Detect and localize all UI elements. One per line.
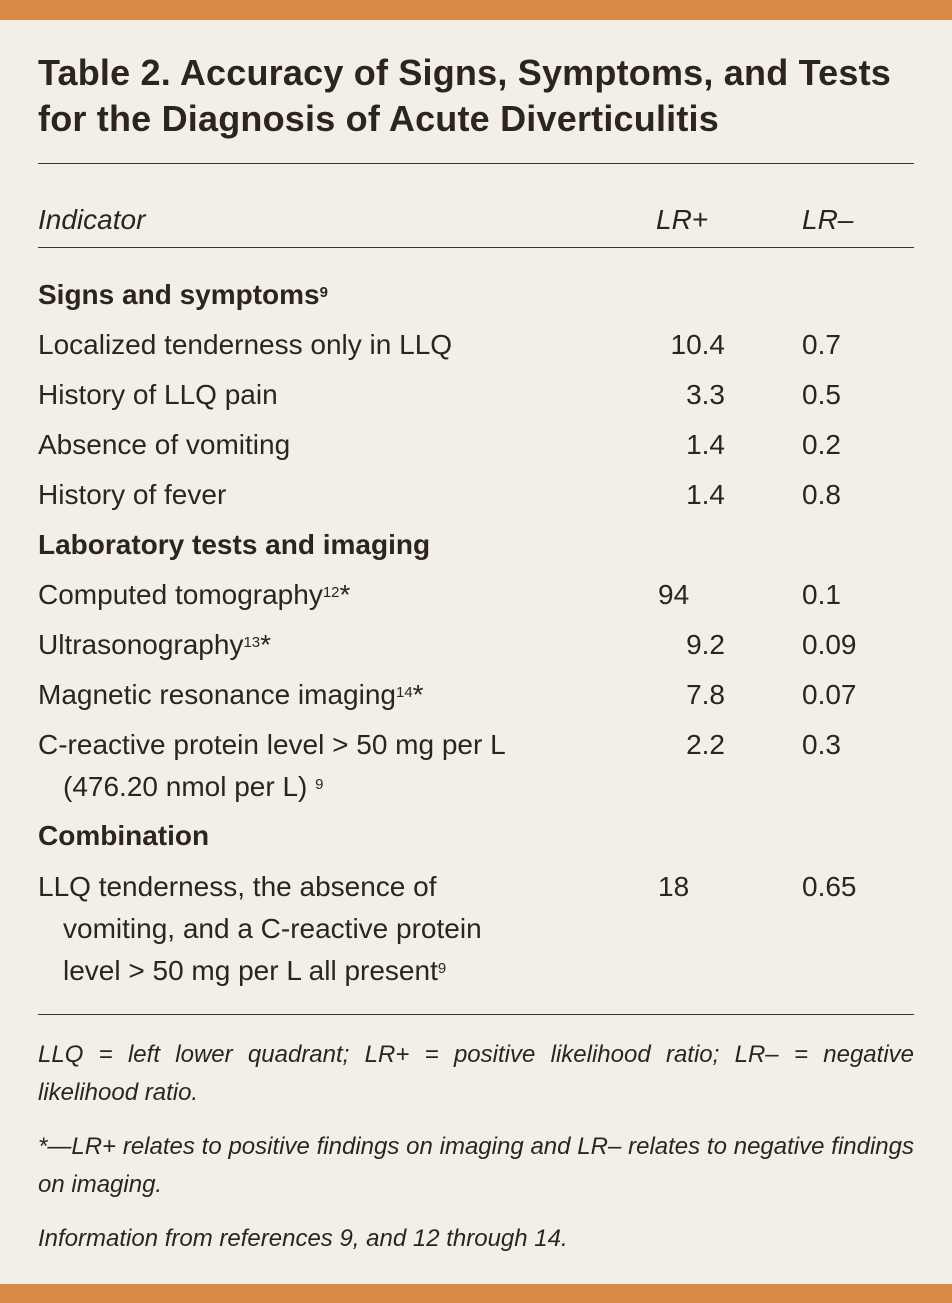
header-lr-negative: LR– [802, 204, 854, 235]
table-title: Table 2. Accuracy of Signs, Symptoms, and Tests for the Diagnosis of Acute Diverticulitis [38, 52, 891, 139]
footnote-source: Information from references 9, and 12 through 14. [38, 1225, 568, 1252]
top-accent-bar [0, 0, 952, 20]
table-row-label: Magnetic resonance imaging$^{14}$* [38, 679, 424, 710]
table-row-label: History of LLQ pain [38, 379, 278, 410]
row-lr-positive: 2.2 [686, 729, 725, 760]
row-lr-negative: 0.2 [802, 429, 841, 460]
row-lr-positive: 9.2 [686, 629, 725, 660]
table-row-label: Ultrasonography$^{13}$* [38, 629, 272, 660]
table-row-label: Computed tomography$^{12}$* [38, 579, 351, 610]
row-lr-negative: 0.8 [802, 479, 841, 510]
row-lr-negative: 0.7 [802, 329, 841, 360]
table-row-label: C-reactive protein level > 50 mg per L (476.20 nmol per L) $^9$ [38, 729, 506, 802]
footnote-abbreviations: LLQ = left lower quadrant; LR+ = positive likelihood ratio; LR– = negative likelihood ratio. [38, 1041, 914, 1106]
row-lr-positive: 18 [658, 871, 690, 902]
row-lr-positive: 7.8 [686, 679, 725, 710]
table-row-label: LLQ tenderness, the absence of vomiting, and a C-reactive protein level > 50 mg per L all present$^9$ [38, 871, 482, 986]
row-lr-negative: 0.65 [802, 871, 857, 902]
row-lr-positive: 3.3 [686, 379, 725, 410]
table-bottom-rule [38, 1014, 914, 1015]
header-lr-positive: LR+ [656, 204, 709, 235]
row-lr-positive: 10.4 [670, 329, 725, 360]
bottom-accent-bar [0, 1284, 952, 1303]
section-combination: Combination [38, 820, 210, 851]
header-indicator: Indicator [38, 204, 146, 235]
row-lr-positive: 1.4 [686, 429, 725, 460]
section-lab-imaging: Laboratory tests and imaging [38, 529, 431, 560]
row-lr-positive: 1.4 [686, 479, 725, 510]
row-lr-negative: 0.1 [802, 579, 841, 610]
row-lr-positive: 94 [658, 579, 690, 610]
row-lr-negative: 0.5 [802, 379, 841, 410]
title-rule [38, 163, 914, 164]
header-rule [38, 247, 914, 248]
footnote-asterisk: *—LR+ relates to positive findings on imaging and LR– relates to negative findings on imaging. [38, 1133, 914, 1198]
row-lr-negative: 0.07 [802, 679, 857, 710]
row-lr-negative: 0.3 [802, 729, 841, 760]
row-lr-negative: 0.09 [802, 629, 857, 660]
table-row-label: History of fever [38, 479, 227, 510]
section-label: Signs and symptoms [38, 279, 320, 310]
section-signs-symptoms [38, 275, 328, 315]
section-ref: 9 [319, 284, 328, 301]
table-row-label: Localized tenderness only in LLQ [38, 329, 453, 360]
table-row-label: Absence of vomiting [38, 429, 291, 460]
